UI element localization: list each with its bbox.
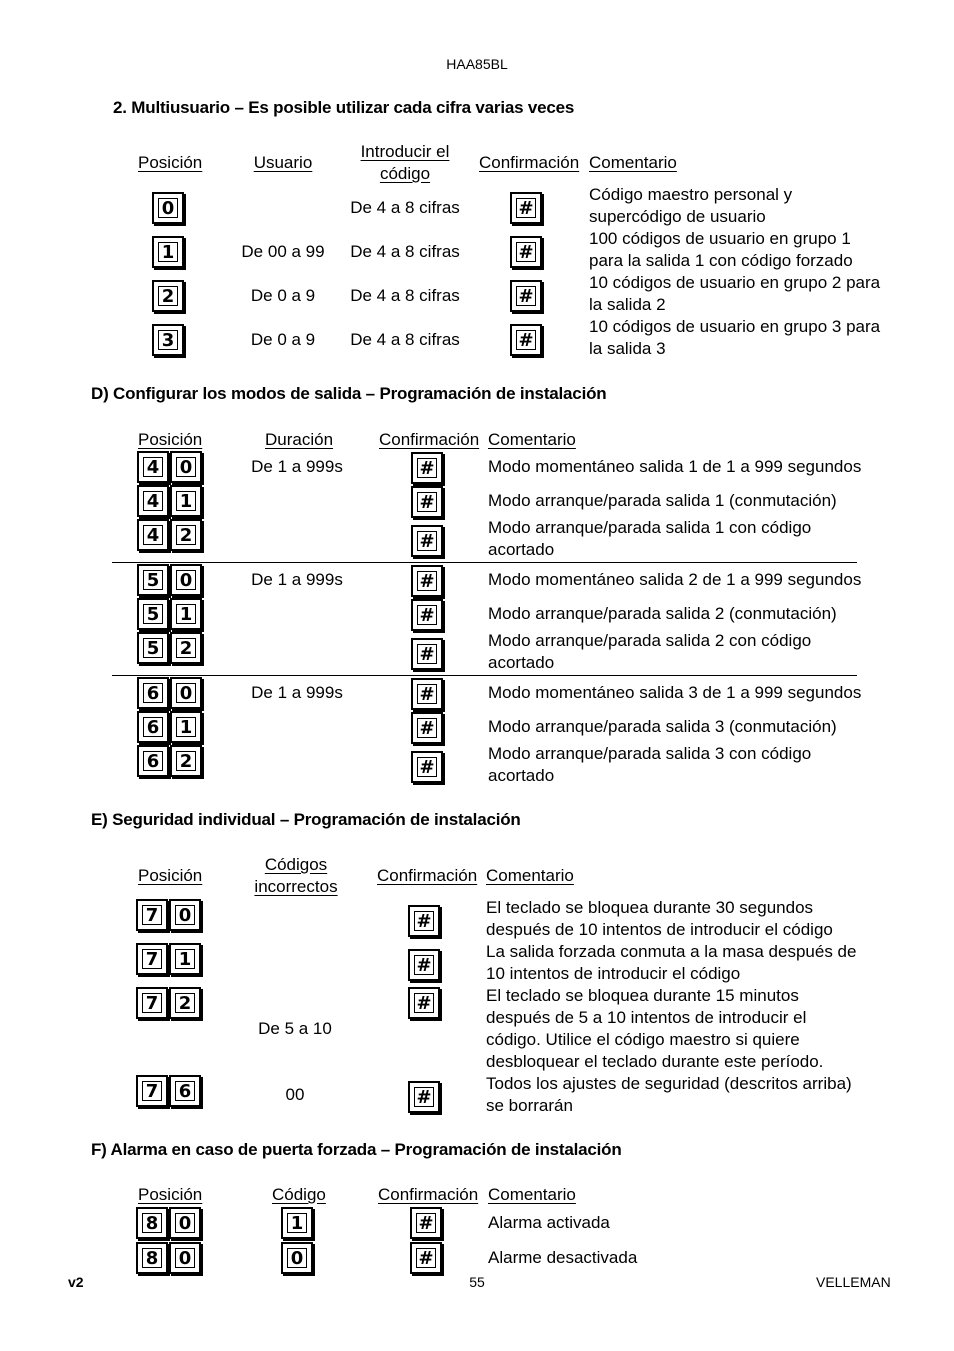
digit-key-6 — [137, 711, 169, 743]
digit-key-0 — [170, 564, 202, 596]
divider — [112, 675, 857, 676]
key-label: 2 — [158, 286, 178, 306]
digit-key-7 — [136, 943, 168, 975]
key-label: 1 — [176, 604, 196, 624]
section-e-title: E) Seguridad individual – Programación de instalación — [91, 810, 521, 829]
comment-line: acortado — [488, 766, 555, 785]
col-duration: Duración — [265, 430, 334, 449]
key-label: 5 — [143, 570, 163, 590]
key-label: 8 — [142, 1248, 162, 1268]
col-intro-1: Introducir el — [360, 142, 450, 161]
comment-line: código. Utilice el código maestro si quiere — [486, 1030, 800, 1049]
col-position: Posición — [138, 153, 203, 172]
key-label: 6 — [143, 751, 163, 771]
hash-key — [408, 905, 440, 937]
comment-line: desbloquear el teclado durante este período. — [486, 1052, 824, 1071]
digit-key-2 — [170, 519, 202, 551]
duration-range: De 1 a 999s — [251, 570, 343, 589]
code-length: De 4 a 8 cifras — [350, 198, 460, 217]
key-label: # — [417, 458, 437, 478]
key-label: 0 — [176, 457, 196, 477]
duration-range: De 1 a 999s — [251, 683, 343, 702]
comment-line: 10 códigos de usuario en grupo 3 para — [589, 317, 881, 336]
key-label: 5 — [143, 604, 163, 624]
comment-line: Modo arranque/parada salida 1 con código — [488, 518, 812, 537]
comment-line: 100 códigos de usuario en grupo 1 — [589, 229, 851, 248]
key-label: 2 — [176, 638, 196, 658]
digit-key-4 — [137, 485, 169, 517]
col-position: Posición — [138, 430, 203, 449]
key-label: # — [414, 1087, 434, 1107]
hash-key — [411, 712, 443, 744]
comment-line: para la salida 1 con código forzado — [589, 251, 853, 270]
col-codes-1: Códigos — [264, 855, 328, 874]
incorrect-codes: 00 — [285, 1085, 305, 1104]
hash-key — [410, 1207, 442, 1239]
comment-line: 10 códigos de usuario en grupo 2 para — [589, 273, 881, 292]
comment-line: supercódigo de usuario — [589, 207, 766, 226]
comment-line: Modo arranque/parada salida 1 (conmutación) — [488, 491, 837, 510]
comment-line: después de 10 intentos de introducir el código — [486, 920, 833, 939]
digit-key-5 — [137, 598, 169, 630]
section-d-title: D) Configurar los modos de salida – Programación de instalación — [91, 384, 607, 403]
key-label: 0 — [287, 1248, 307, 1268]
digit-key-7 — [136, 899, 168, 931]
hash-key — [510, 236, 542, 268]
key-label: 0 — [175, 905, 195, 925]
comment-line: la salida 3 — [589, 339, 666, 358]
key-label: 0 — [175, 1213, 195, 1233]
hash-key — [410, 1242, 442, 1274]
col-comment: Comentario — [488, 1185, 576, 1204]
key-label: 4 — [143, 491, 163, 511]
key-label: 1 — [176, 717, 196, 737]
digit-key-6 — [137, 745, 169, 777]
digit-key-6 — [169, 1075, 201, 1107]
key-label: 6 — [143, 717, 163, 737]
digit-key-7 — [136, 1075, 168, 1107]
document-header: HAA85BL — [446, 56, 508, 72]
key-label: # — [414, 955, 434, 975]
key-label: # — [417, 492, 437, 512]
digit-key-0 — [170, 677, 202, 709]
col-code: Código — [272, 1185, 326, 1204]
comment-line: Modo arranque/parada salida 3 con código — [488, 744, 812, 763]
key-label: 0 — [176, 683, 196, 703]
digit-key-6 — [137, 677, 169, 709]
key-label: # — [414, 993, 434, 1013]
footer-page-number: 55 — [469, 1274, 485, 1290]
key-label: 4 — [143, 525, 163, 545]
col-comment: Comentario — [488, 430, 576, 449]
divider — [112, 562, 857, 563]
digit-key-0 — [169, 1242, 201, 1274]
col-user: Usuario — [253, 153, 313, 172]
comment-line: después de 5 a 10 intentos de introducir el — [486, 1008, 807, 1027]
comment-line: Modo momentáneo salida 1 de 1 a 999 segundos — [488, 457, 862, 476]
digit-key-2 — [170, 632, 202, 664]
key-label: 0 — [176, 570, 196, 590]
code-length: De 4 a 8 cifras — [350, 286, 460, 305]
hash-key — [510, 192, 542, 224]
col-intro-2: código — [379, 164, 431, 183]
key-label: 1 — [175, 949, 195, 969]
comment-line: La salida forzada conmuta a la masa después de — [486, 942, 857, 961]
digit-key-5 — [137, 564, 169, 596]
footer-version: v2 — [68, 1274, 84, 1290]
comment-line: se borrarán — [486, 1096, 573, 1115]
key-label: 4 — [143, 457, 163, 477]
key-label: # — [516, 330, 536, 350]
comment-line: Alarme desactivada — [488, 1248, 638, 1267]
key-label: 7 — [142, 905, 162, 925]
comment-line: El teclado se bloquea durante 30 segundos — [486, 898, 814, 917]
col-confirmation: Confirmación — [377, 866, 478, 885]
key-label: 2 — [175, 993, 195, 1013]
digit-key-0 — [152, 192, 184, 224]
code-length: De 4 a 8 cifras — [350, 330, 460, 349]
digit-key-8 — [136, 1242, 168, 1274]
key-label: # — [416, 1248, 436, 1268]
hash-key — [408, 987, 440, 1019]
key-label: # — [417, 757, 437, 777]
hash-key — [411, 599, 443, 631]
key-label: 2 — [176, 525, 196, 545]
key-label: # — [516, 286, 536, 306]
comment-line: Todos los ajustes de seguridad (descritos arriba) — [486, 1074, 852, 1093]
comment-line: Modo arranque/parada salida 2 (conmutación) — [488, 604, 837, 623]
hash-key — [411, 638, 443, 670]
comment-line: Modo arranque/parada salida 2 con código — [488, 631, 812, 650]
digit-key-1 — [281, 1207, 313, 1239]
comment-line: Modo momentáneo salida 3 de 1 a 999 segundos — [488, 683, 862, 702]
col-confirmation: Confirmación — [379, 430, 480, 449]
key-label: 7 — [142, 1081, 162, 1101]
digit-key-8 — [136, 1207, 168, 1239]
section-2-title: 2. Multiusuario – Es posible utilizar cada cifra varias veces — [113, 98, 575, 117]
key-label: # — [417, 605, 437, 625]
digit-key-0 — [169, 899, 201, 931]
footer-brand: VELLEMAN — [816, 1274, 891, 1290]
hash-key — [411, 678, 443, 710]
digit-key-0 — [169, 1207, 201, 1239]
code-length: De 4 a 8 cifras — [350, 242, 460, 261]
col-position: Posición — [138, 866, 203, 885]
col-codes-2: incorrectos — [254, 877, 338, 896]
comment-line: El teclado se bloquea durante 15 minutos — [486, 986, 799, 1005]
comment-line: acortado — [488, 653, 555, 672]
hash-key — [411, 751, 443, 783]
hash-key — [408, 1081, 440, 1113]
key-label: # — [516, 198, 536, 218]
key-label: 1 — [176, 491, 196, 511]
comment-line: Modo arranque/parada salida 3 (conmutación) — [488, 717, 837, 736]
comment-line: la salida 2 — [589, 295, 666, 314]
key-label: # — [417, 571, 437, 591]
digit-key-4 — [137, 519, 169, 551]
digit-key-3 — [152, 324, 184, 356]
digit-key-5 — [137, 632, 169, 664]
hash-key — [411, 565, 443, 597]
key-label: 7 — [142, 993, 162, 1013]
key-label: 1 — [287, 1213, 307, 1233]
digit-key-2 — [169, 987, 201, 1019]
duration-range: De 1 a 999s — [251, 457, 343, 476]
hash-key — [510, 280, 542, 312]
incorrect-codes: De 5 a 10 — [258, 1019, 332, 1038]
col-confirmation: Confirmación — [479, 153, 580, 172]
digit-key-2 — [152, 280, 184, 312]
comment-line: Modo momentáneo salida 2 de 1 a 999 segundos — [488, 570, 862, 589]
col-comment: Comentario — [589, 153, 677, 172]
comment-line: Alarma activada — [488, 1213, 610, 1232]
comment-line: acortado — [488, 540, 555, 559]
digit-key-0 — [170, 451, 202, 483]
key-label: # — [417, 531, 437, 551]
key-label: 2 — [176, 751, 196, 771]
key-label: # — [414, 911, 434, 931]
key-label: 6 — [143, 683, 163, 703]
hash-key — [411, 452, 443, 484]
hash-key — [408, 949, 440, 981]
digit-key-1 — [170, 598, 202, 630]
digit-key-1 — [169, 943, 201, 975]
key-label: 8 — [142, 1213, 162, 1233]
comment-line: Código maestro personal y — [589, 185, 793, 204]
key-label: # — [416, 1213, 436, 1233]
digit-key-0 — [281, 1242, 313, 1274]
key-label: # — [417, 718, 437, 738]
section-f-title: F) Alarma en caso de puerta forzada – Programación de instalación — [91, 1140, 622, 1159]
digit-key-1 — [170, 711, 202, 743]
key-label: 3 — [158, 330, 178, 350]
digit-key-1 — [152, 236, 184, 268]
digit-key-7 — [136, 987, 168, 1019]
key-label: # — [417, 644, 437, 664]
key-label: 0 — [175, 1248, 195, 1268]
key-label: 1 — [158, 242, 178, 262]
key-label: 0 — [158, 198, 178, 218]
comment-line: 10 intentos de introducir el código — [486, 964, 741, 983]
digit-key-2 — [170, 745, 202, 777]
key-label: 5 — [143, 638, 163, 658]
key-label: # — [516, 242, 536, 262]
user-range: De 0 a 9 — [250, 286, 316, 305]
digit-key-4 — [137, 451, 169, 483]
user-range: De 00 a 99 — [241, 242, 325, 261]
hash-key — [411, 486, 443, 518]
hash-key — [510, 324, 542, 356]
key-label: # — [417, 684, 437, 704]
digit-key-1 — [170, 485, 202, 517]
user-range: De 0 a 9 — [250, 330, 316, 349]
col-comment: Comentario — [486, 866, 574, 885]
key-label: 6 — [175, 1081, 195, 1101]
hash-key — [411, 525, 443, 557]
key-label: 7 — [142, 949, 162, 969]
col-confirmation: Confirmación — [378, 1185, 479, 1204]
col-position: Posición — [138, 1185, 203, 1204]
